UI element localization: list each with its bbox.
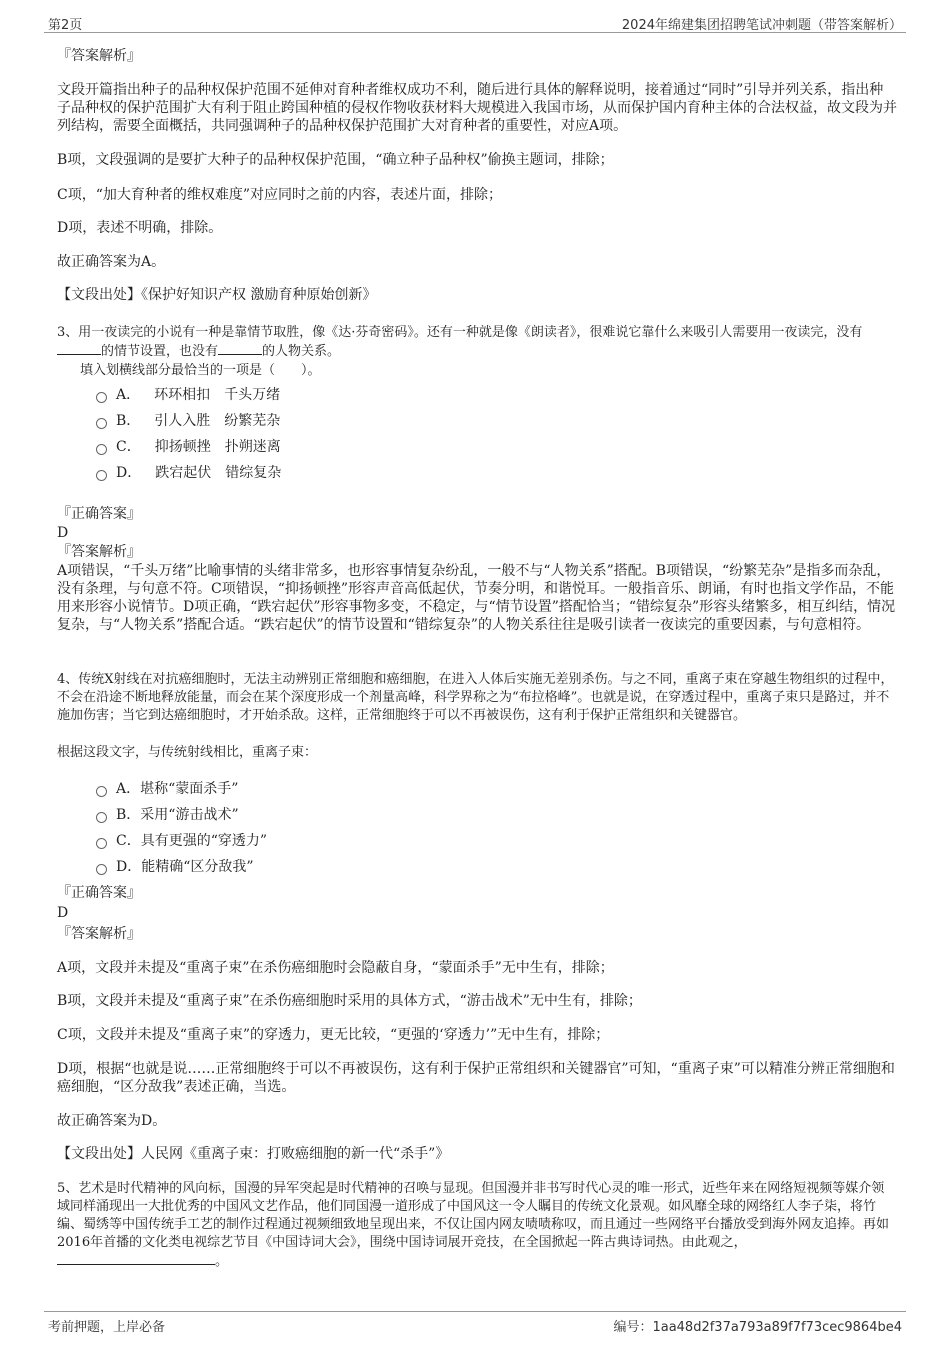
question-3-option-c[interactable]: C． 抑扬顿挫 扑朔迷离 <box>96 438 281 456</box>
page-header <box>44 0 906 33</box>
question-4-option-b[interactable]: B．采用“游击战术” <box>96 806 239 824</box>
question-5-stem: 5、艺术是时代精神的风向标，国漫的异军突起是时代精神的召唤与显现。但国漫并非书写时代心灵的唯一形式，近些年来在网络短视频等媒介领域同样涌现出一大批优秀的中国风文艺作品，他们同国漫一道形成了中国风这一令人瞩目的传统文化景观。如风靡全球的网络红人李子柒，将竹编、蜀绣等中国传统手工艺的制作过程通过视频细致地呈现出来，不仅让国内网友啧啧称叹，而且通过一些网络平台播放受到海外网友追捧。再如2016年首播的文化类电视综艺节目《中国诗词大会》，围绕中国诗词展开竞技，在全国掀起一阵古典诗词热。由此观之， 。 <box>57 1181 890 1269</box>
fill-blank <box>57 1252 215 1265</box>
analysis-paragraph: A项错误，“千头万绪”比喻事情的头绪非常多，也形容事情复杂纷乱，一般不与“人物关系”搭配。B项错误，“纷繁芜杂”是指多而杂乱，没有条理，与句意不符。C项错误，“抑扬顿挫”形容声音高低起伏，节奏分明，和谐悦耳。一般指音乐、朗诵，有时也指文学作品，不能用来形容小说情节。D项正确，“跌宕起伏”形容事物多变，不稳定，与“情节设置”搭配恰当；“错综复杂”形容头绪繁多，相互纠结，情况复杂，与“人物关系”搭配合适。“跌宕起伏”的情节设置和“错综复杂”的人物关系往往是吸引读者一夜读完的重要因素，与句意相符。 <box>57 563 896 633</box>
question-4-option-a[interactable]: A．堪称“蒙面杀手” <box>96 780 238 798</box>
analysis-option-c: C项，“加大育种者的维权难度”对应同时之前的内容，表述片面，排除； <box>57 187 503 203</box>
question-3-stem: 3、用一夜读完的小说有一种是靠情节取胜，像《达·芬奇密码》。还有一种就是像《朗读者》，很难说它靠什么来吸引人需要用一夜读完，没有的情节设置，也没有 的人物关系。 <box>57 325 863 359</box>
radio-icon[interactable] <box>96 812 107 823</box>
correct-answer-label: 『正确答案』 <box>57 506 141 522</box>
correct-answer: D <box>57 525 69 541</box>
analysis-option-d: D项，根据“也就是说……正常细胞终于可以不再被误伤，这有利于保护正常组织和关键器官”可知，“重离子束”可以精准分辨正常细胞和癌细胞，“区分敌我”表述正确，当选。 <box>57 1061 895 1095</box>
radio-icon[interactable] <box>96 838 107 849</box>
question-3-option-a[interactable]: A． 环环相扣 千头万绪 <box>96 386 280 404</box>
radio-icon[interactable] <box>96 470 107 481</box>
fill-blank <box>218 342 262 355</box>
analysis-label: 『答案解析』 <box>57 544 141 560</box>
footer-slogan: 考前押题，上岸必备 <box>48 1320 166 1335</box>
page-number: 第2页 <box>48 18 83 33</box>
source-citation: 【文段出处】人民网《重离子束：打败癌细胞的新一代“杀手”》 <box>57 1146 450 1162</box>
fill-blank <box>57 342 101 355</box>
analysis-label: 『答案解析』 <box>57 48 141 64</box>
question-3-instruction: 填入划横线部分最恰当的一项是（ ）。 <box>80 363 321 378</box>
radio-icon[interactable] <box>96 392 107 403</box>
question-4-prompt: 根据这段文字，与传统射线相比，重离子束： <box>57 745 318 760</box>
document-id: 编号：1aa48d2f37a793a89f7f73cec9864be4 <box>613 1320 902 1335</box>
radio-icon[interactable] <box>96 864 107 875</box>
question-4-option-d[interactable]: D．能精确“区分敌我” <box>96 858 254 876</box>
question-4-stem: 4、传统X射线在对抗癌细胞时，无法主动辨别正常细胞和癌细胞，在进入人体后实施无差别杀伤。与之不同，重离子束在穿越生物组织的过程中，不会在沿途不断地释放能量，而会在某个深度形成一个剂量高峰，科学界称之为“布拉格峰”。也就是说，在穿透过程中，重离子束只是路过，并不施加伤害；当它到达癌细胞时，才开始杀敌。这样，正常细胞终于可以不再被误伤，这有利于保护正常组织和关键器官。 <box>57 672 894 723</box>
analysis-label: 『答案解析』 <box>57 926 141 942</box>
correct-answer: D <box>57 905 69 921</box>
analysis-option-a: A项，文段并未提及“重离子束”在杀伤癌细胞时会隐蔽自身，“蒙面杀手”无中生有，排除； <box>57 960 614 976</box>
question-3-option-d[interactable]: D． 跌宕起伏 错综复杂 <box>96 464 281 482</box>
correct-answer-label: 『正确答案』 <box>57 885 141 901</box>
page-footer <box>44 1311 906 1342</box>
question-4-option-c[interactable]: C．具有更强的“穿透力” <box>96 832 267 850</box>
analysis-option-c: C项，文段并未提及“重离子束”的穿透力，更无比较，“更强的‘穿透力’”无中生有，排除； <box>57 1027 610 1043</box>
answer-statement: 故正确答案为A。 <box>57 254 166 270</box>
question-3-option-b[interactable]: B． 引人入胜 纷繁芜杂 <box>96 412 280 430</box>
analysis-option-b: B项，文段并未提及“重离子束”在杀伤癌细胞时采用的具体方式，“游击战术”无中生有，排除； <box>57 993 642 1009</box>
radio-icon[interactable] <box>96 418 107 429</box>
radio-icon[interactable] <box>96 786 107 797</box>
source-citation: 【文段出处】《保护好知识产权 激励育种原始创新》 <box>57 287 377 303</box>
answer-statement: 故正确答案为D。 <box>57 1113 167 1129</box>
document-title: 2024年绵建集团招聘笔试冲刺题（带答案解析） <box>621 18 902 33</box>
radio-icon[interactable] <box>96 444 107 455</box>
analysis-paragraph: 文段开篇指出种子的品种权保护范围不延伸对育种者维权成功不利，随后进行具体的解释说明，接着通过“同时”引导并列关系，指出种子品种权的保护范围扩大有利于阻止跨国种植的侵权作物收获材料大规模进入我国市场，从而保护国内育种主体的合法权益，故文段为并列结构，需要全面概括，共同强调种子的品种权保护范围扩大对育种者的重要性，对应A项。 <box>57 82 897 134</box>
analysis-option-b: B项，文段强调的是要扩大种子的品种权保护范围，“确立种子品种权”偷换主题词，排除； <box>57 152 614 168</box>
analysis-option-d: D项，表述不明确，排除。 <box>57 220 223 236</box>
